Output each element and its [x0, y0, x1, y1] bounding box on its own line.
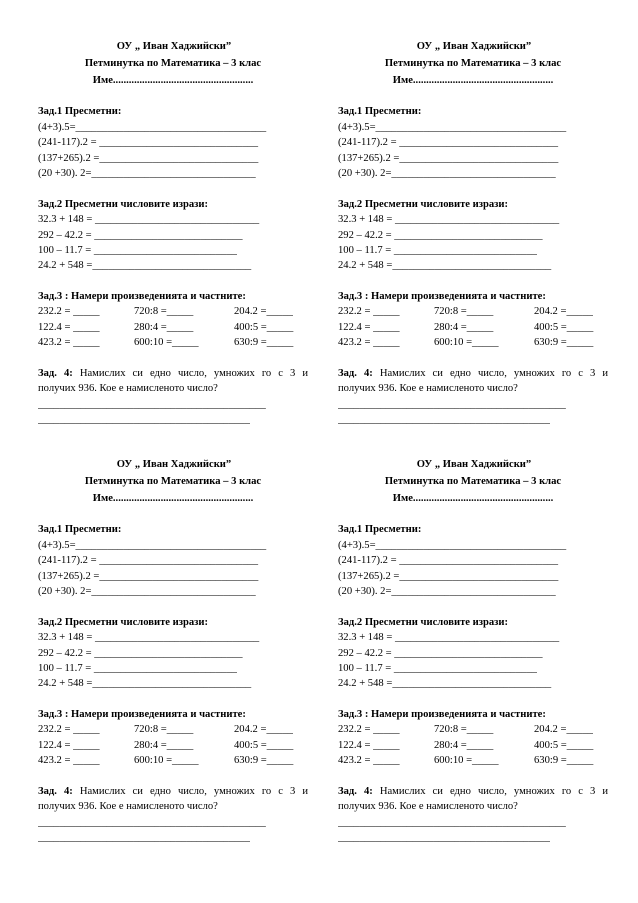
task3-cell[interactable]: 232.2 = _____ — [38, 724, 100, 736]
task2-row[interactable]: 292 – 42.2 = ____________________________ — [338, 647, 543, 659]
task1-row[interactable]: (241-117).2 = ______________________________ — [338, 137, 559, 149]
task3-cell[interactable]: 600:10 =_____ — [134, 755, 199, 767]
task3-cell[interactable]: 400:5 =_____ — [234, 321, 294, 333]
task3-cell[interactable]: 423.2 = _____ — [338, 337, 400, 349]
task4-text-line2: получих 936. Кое е намисленото число? — [338, 801, 518, 813]
task2-row[interactable]: 24.2 + 548 =______________________________ — [38, 260, 252, 272]
task4-text — [338, 784, 608, 799]
task1-row[interactable]: (241-117).2 = ______________________________ — [338, 555, 559, 567]
student-name-field[interactable]: Име..................................................... — [392, 75, 554, 86]
quiz-subtitle: Петминутка по Математика – 3 клас — [384, 58, 562, 69]
task4-answer-line[interactable]: ___________________________________________ — [338, 816, 566, 828]
task4-text-line2: получих 936. Кое е намисленото число? — [38, 383, 218, 395]
task2-row[interactable]: 24.2 + 548 =______________________________ — [38, 678, 252, 690]
school-name: ОУ „ Иван Хаджийски” — [416, 41, 532, 52]
task1-row[interactable]: (4+3).5=____________________________________ — [338, 539, 567, 551]
task4-answer-line[interactable]: ________________________________________ — [338, 414, 550, 426]
task1-row[interactable]: (137+265).2 =______________________________ — [338, 152, 559, 164]
task4-answer-line[interactable]: ________________________________________ — [38, 832, 250, 844]
task3-cell[interactable]: 630:9 =_____ — [534, 755, 594, 767]
task4-title: Зад. 4: — [338, 786, 373, 798]
task2-row[interactable]: 292 – 42.2 = ____________________________ — [38, 647, 243, 659]
task3-cell[interactable]: 630:9 =_____ — [534, 337, 594, 349]
task2-title: Зад.2 Пресметни числовите изрази: — [338, 198, 509, 210]
task2-row[interactable]: 32.3 + 148 = _______________________________ — [338, 632, 560, 644]
task3-row — [38, 738, 308, 753]
task4-answer-line[interactable]: ___________________________________________ — [338, 398, 566, 410]
task3-row — [338, 738, 608, 753]
task1-row[interactable]: (20 +30). 2=_______________________________ — [38, 585, 256, 597]
task3-row — [338, 320, 608, 335]
card-header — [338, 456, 608, 507]
task4-text-line1: Намислих си едно число, умножих го с 3 и — [379, 786, 608, 798]
task3-cell[interactable]: 280:4 =_____ — [434, 739, 494, 751]
quiz-card — [38, 456, 308, 856]
task3-title: Зад.3 : Намери произведенията и частните: — [38, 291, 246, 303]
task1-row[interactable]: (241-117).2 = ______________________________ — [38, 137, 259, 149]
student-name-field[interactable]: Име..................................................... — [92, 75, 254, 86]
task1-row[interactable]: (20 +30). 2=_______________________________ — [338, 167, 556, 179]
task3-row — [38, 753, 308, 768]
student-name-field[interactable]: Име..................................................... — [92, 493, 254, 504]
task3-cell[interactable]: 400:5 =_____ — [534, 321, 594, 333]
task4-text-line2: получих 936. Кое е намисленото число? — [38, 801, 218, 813]
task1-title: Зад.1 Пресметни: — [338, 524, 422, 536]
task3-cell[interactable]: 720:8 =_____ — [434, 724, 494, 736]
task3-cell[interactable]: 204.2 =_____ — [534, 306, 593, 318]
task3-title: Зад.3 : Намери произведенията и частните: — [338, 291, 546, 303]
school-name: ОУ „ Иван Хаджийски” — [416, 459, 532, 470]
task4-text — [38, 366, 308, 381]
task3-title: Зад.3 : Намери произведенията и частните: — [38, 709, 246, 721]
task4-text-line1: Намислих си едно число, умножих го с 3 и — [79, 786, 308, 798]
task3-row — [38, 335, 308, 350]
task4-answer-line[interactable]: ___________________________________________ — [38, 398, 266, 410]
task4-text-line2: получих 936. Кое е намисленото число? — [338, 383, 518, 395]
task3-row — [38, 722, 308, 737]
task3-cell[interactable]: 400:5 =_____ — [534, 739, 594, 751]
task3-cell[interactable]: 204.2 =_____ — [234, 306, 293, 318]
task1-row[interactable]: (4+3).5=____________________________________ — [38, 539, 267, 551]
task1-row[interactable]: (4+3).5=____________________________________ — [338, 121, 567, 133]
quiz-card — [338, 456, 608, 856]
task1-row[interactable]: (241-117).2 = ______________________________ — [38, 555, 259, 567]
task2-row[interactable]: 100 – 11.7 = ___________________________ — [338, 244, 537, 256]
task3-cell[interactable]: 720:8 =_____ — [434, 306, 494, 318]
quiz-subtitle: Петминутка по Математика – 3 клас — [384, 476, 562, 487]
task3-cell[interactable]: 204.2 =_____ — [234, 724, 293, 736]
card-header — [38, 38, 308, 89]
task3-row — [338, 722, 608, 737]
task4-title: Зад. 4: — [338, 368, 373, 380]
task3-row — [38, 304, 308, 319]
task2-row[interactable]: 32.3 + 148 = _______________________________ — [38, 632, 260, 644]
task3-cell[interactable]: 400:5 =_____ — [234, 739, 294, 751]
task2-row[interactable]: 32.3 + 148 = _______________________________ — [38, 214, 260, 226]
task3-cell[interactable]: 423.2 = _____ — [338, 755, 400, 767]
task3-cell[interactable]: 204.2 =_____ — [534, 724, 593, 736]
task1-title: Зад.1 Пресметни: — [38, 106, 122, 118]
task2-row[interactable]: 24.2 + 548 =______________________________ — [338, 678, 552, 690]
task2-row[interactable]: 292 – 42.2 = ____________________________ — [38, 229, 243, 241]
task3-cell[interactable]: 122.4 = _____ — [38, 321, 100, 333]
task3-row — [338, 304, 608, 319]
task2-row[interactable]: 24.2 + 548 =______________________________ — [338, 260, 552, 272]
quiz-subtitle: Петминутка по Математика – 3 клас — [84, 58, 262, 69]
task3-title: Зад.3 : Намери произведенията и частните: — [338, 709, 546, 721]
task2-title: Зад.2 Пресметни числовите изрази: — [38, 198, 209, 210]
task3-cell[interactable]: 280:4 =_____ — [434, 321, 494, 333]
card-header — [38, 456, 308, 507]
card-header — [338, 38, 608, 89]
task1-row[interactable]: (20 +30). 2=_______________________________ — [38, 167, 256, 179]
school-name: ОУ „ Иван Хаджийски” — [116, 459, 232, 470]
task3-cell[interactable]: 630:9 =_____ — [234, 337, 294, 349]
task3-cell[interactable]: 232.2 = _____ — [338, 724, 400, 736]
task4-text-line1: Намислих си едно число, умножих го с 3 и — [79, 368, 308, 380]
task1-title: Зад.1 Пресметни: — [38, 524, 122, 536]
task2-row[interactable]: 100 – 11.7 = ___________________________ — [38, 244, 237, 256]
task3-cell[interactable]: 423.2 = _____ — [38, 337, 100, 349]
task2-row[interactable]: 292 – 42.2 = ____________________________ — [338, 229, 543, 241]
task3-cell[interactable]: 232.2 = _____ — [38, 306, 100, 318]
task2-row[interactable]: 32.3 + 148 = _______________________________ — [338, 214, 560, 226]
task2-title: Зад.2 Пресметни числовите изрази: — [38, 616, 209, 628]
task3-row — [338, 753, 608, 768]
task3-cell[interactable]: 720:8 =_____ — [134, 724, 194, 736]
task4-text — [338, 366, 608, 381]
task3-cell[interactable]: 630:9 =_____ — [234, 755, 294, 767]
quiz-subtitle: Петминутка по Математика – 3 клас — [84, 476, 262, 487]
task3-cell[interactable]: 600:10 =_____ — [434, 755, 499, 767]
task3-cell[interactable]: 122.4 = _____ — [38, 739, 100, 751]
task4-answer-line[interactable]: ___________________________________________ — [38, 816, 266, 828]
task3-cell[interactable]: 600:10 =_____ — [434, 337, 499, 349]
task4-title: Зад. 4: — [38, 786, 73, 798]
task1-row[interactable]: (20 +30). 2=_______________________________ — [338, 585, 556, 597]
task3-cell[interactable]: 232.2 = _____ — [338, 306, 400, 318]
task3-row — [38, 320, 308, 335]
task2-row[interactable]: 100 – 11.7 = ___________________________ — [338, 662, 537, 674]
task4-answer-line[interactable]: ________________________________________ — [338, 832, 550, 844]
task4-text — [38, 784, 308, 799]
task4-title: Зад. 4: — [38, 368, 73, 380]
task4-text-line1: Намислих си едно число, умножих го с 3 и — [379, 368, 608, 380]
quiz-card — [38, 38, 308, 438]
student-name-field[interactable]: Име..................................................... — [392, 493, 554, 504]
task3-cell[interactable]: 720:8 =_____ — [134, 306, 194, 318]
task1-title: Зад.1 Пресметни: — [338, 106, 422, 118]
task1-row[interactable]: (137+265).2 =______________________________ — [38, 152, 259, 164]
task2-title: Зад.2 Пресметни числовите изрази: — [338, 616, 509, 628]
task1-row[interactable]: (4+3).5=____________________________________ — [38, 121, 267, 133]
task2-row[interactable]: 100 – 11.7 = ___________________________ — [38, 662, 237, 674]
task1-row[interactable]: (137+265).2 =______________________________ — [338, 570, 559, 582]
task3-cell[interactable]: 280:4 =_____ — [134, 321, 194, 333]
task3-row — [338, 335, 608, 350]
task3-cell[interactable]: 122.4 = _____ — [338, 321, 400, 333]
task3-cell[interactable]: 280:4 =_____ — [134, 739, 194, 751]
task4-answer-line[interactable]: ________________________________________ — [38, 414, 250, 426]
quiz-card — [338, 38, 608, 438]
task1-row[interactable]: (137+265).2 =______________________________ — [38, 570, 259, 582]
school-name: ОУ „ Иван Хаджийски” — [116, 41, 232, 52]
task3-cell[interactable]: 600:10 =_____ — [134, 337, 199, 349]
task3-cell[interactable]: 423.2 = _____ — [38, 755, 100, 767]
task3-cell[interactable]: 122.4 = _____ — [338, 739, 400, 751]
